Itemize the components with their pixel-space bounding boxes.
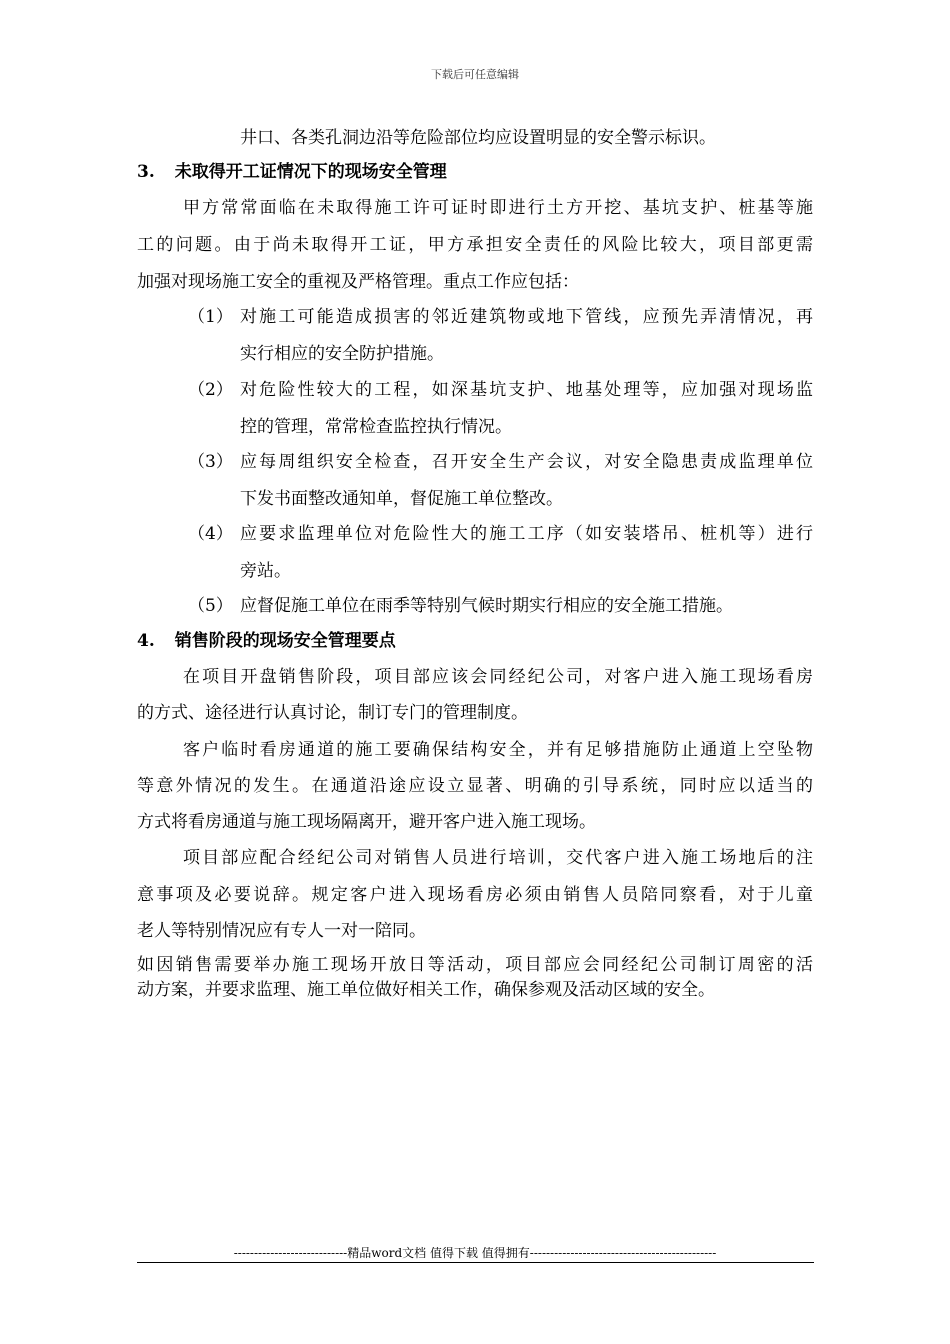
section-3-para-line-2: 工的问题。由于尚未取得开工证，甲方承担安全责任的风险比较大，项目部更需 <box>137 235 813 255</box>
section-4-number: 4. <box>137 631 155 651</box>
item-1-line-1: 对施工可能造成损害的邻近建筑物或地下管线，应预先弄清情况，再 <box>240 307 813 327</box>
section-4-para-3-line-3: 老人等特别情况应有专人一对一陪同。 <box>137 921 426 941</box>
section-4-para-3-line-2: 意事项及必要说辞。规定客户进入现场看房必须由销售人员陪同察看，对于儿童 <box>137 885 813 905</box>
section-4-para-2-line-3: 方式将看房通道与施工现场隔离开，避开客户进入施工现场。 <box>137 812 596 832</box>
item-1-line-2: 实行相应的安全防护措施。 <box>240 344 444 364</box>
section-4-para-2-line-1: 客户临时看房通道的施工要确保结构安全，并有足够措施防止通道上空坠物 <box>183 740 813 760</box>
section-3-heading <box>137 161 447 183</box>
section-3-title: 未取得开工证情况下的现场安全管理 <box>174 162 447 182</box>
section-4-para-3-line-1: 项目部应配合经纪公司对销售人员进行培训，交代客户进入施工场地后的注 <box>183 848 813 868</box>
section-4-title: 销售阶段的现场安全管理要点 <box>174 631 396 651</box>
item-2-line-1: 对危险性较大的工程，如深基坑支护、地基处理等，应加强对现场监 <box>240 380 813 400</box>
item-1-number: （1） <box>188 307 233 327</box>
item-3-number: （3） <box>188 452 233 472</box>
section-3-para-line-3: 加强对现场施工安全的重视及严格管理。重点工作应包括： <box>137 272 579 292</box>
section-4-heading <box>137 630 396 652</box>
item-3-line-1: 应每周组织安全检查，召开安全生产会议，对安全隐患责成监理单位 <box>240 452 813 472</box>
item-4-number: （4） <box>188 524 233 544</box>
section-4-para-2-line-2: 等意外情况的发生。在通道沿途应设立显著、明确的引导系统，同时应以适当的 <box>137 776 813 796</box>
footer-text: ----------------------------精品word文档 值得下载 值得拥有---------------------------------------------- <box>233 1246 717 1260</box>
section-4-para-4-line-2: 动方案，并要求监理、施工单位做好相关工作，确保参观及活动区域的安全。 <box>137 980 715 1000</box>
section-4-para-1-line-1: 在项目开盘销售阶段，项目部应该会同经纪公司，对客户进入施工现场看房 <box>183 667 813 687</box>
item-5-number: （5） <box>188 596 233 616</box>
item-4-line-1: 应要求监理单位对危险性大的施工工序（如安装塔吊、桩机等）进行 <box>240 524 813 544</box>
item-5-line-1: 应督促施工单位在雨季等特别气候时期实行相应的安全施工措施。 <box>240 596 733 616</box>
section-4-para-4-line-1: 如因销售需要举办施工现场开放日等活动，项目部应会同经纪公司制订周密的活 <box>137 955 813 975</box>
item-3-line-2: 下发书面整改通知单，督促施工单位整改。 <box>240 489 563 509</box>
item-2-number: （2） <box>188 380 233 400</box>
section-4-para-1-line-2: 的方式、途径进行认真讨论，制订专门的管理制度。 <box>137 703 528 723</box>
header-note: 下载后可任意编辑 <box>431 68 519 81</box>
continuation-line: 井口、各类孔洞边沿等危险部位均应设置明显的安全警示标识。 <box>240 128 716 148</box>
item-2-line-2: 控的管理，常常检查监控执行情况。 <box>240 417 512 437</box>
item-4-line-2: 旁站。 <box>240 561 291 581</box>
footer-rule <box>137 1262 814 1263</box>
section-3-para-line-1: 甲方常常面临在未取得施工许可证时即进行土方开挖、基坑支护、桩基等施 <box>183 198 813 218</box>
section-3-number: 3. <box>137 162 155 182</box>
